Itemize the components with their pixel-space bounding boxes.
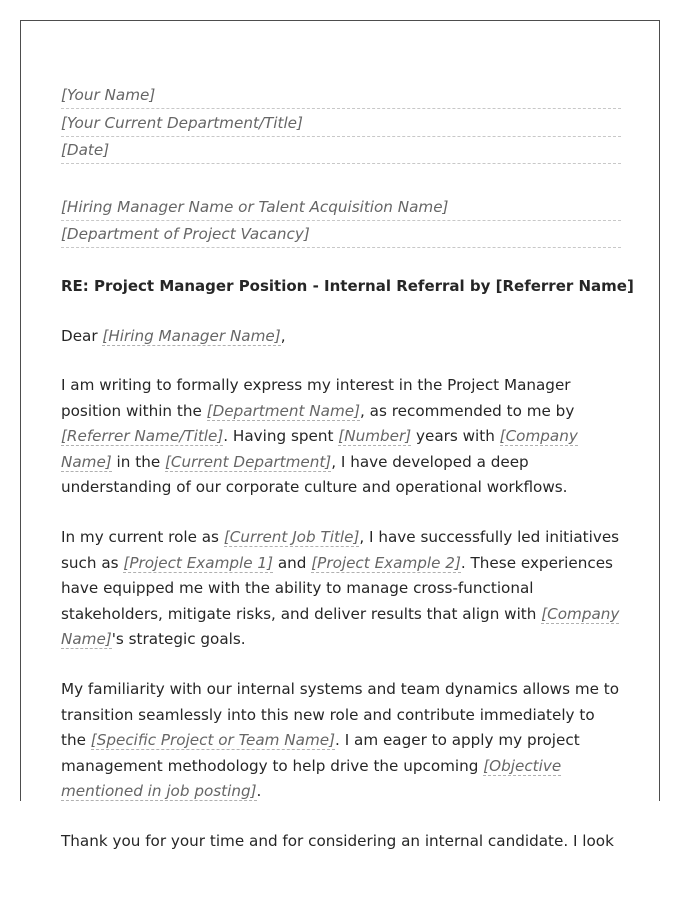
paragraph-text: , I have successfully led initiatives such as <box>61 527 620 572</box>
salutation-name-placeholder[interactable]: [Hiring Manager Name] <box>102 327 281 345</box>
paragraph-text: . These experiences have equipped me with the ability to manage cross-functional stakeholders, mitigate risks, and deliver results that align with <box>61 553 613 623</box>
company-name-placeholder[interactable]: [Company Name] <box>61 604 620 649</box>
paragraph-text: , as recommended to me by <box>360 401 575 420</box>
recipient-name-field[interactable]: [Hiring Manager Name or Talent Acquisition Name] <box>61 195 621 221</box>
objective-placeholder[interactable]: [Objective mentioned in job posting] <box>61 756 562 801</box>
project-example-2-placeholder[interactable]: [Project Example 2] <box>311 553 461 572</box>
paragraph-text: In my current role as <box>61 527 224 546</box>
body-paragraph-1 <box>61 373 621 501</box>
recipient-department-field[interactable]: [Department of Project Vacancy] <box>61 222 621 248</box>
subject-line: RE: Project Manager Position - Internal Referral by [Referrer Name] <box>61 277 634 295</box>
body-paragraph-2 <box>61 525 621 653</box>
company-name-placeholder[interactable]: [Company Name] <box>61 427 578 471</box>
department-name-placeholder[interactable]: [Department Name] <box>206 401 361 420</box>
sender-name-field[interactable]: [Your Name] <box>61 83 621 109</box>
specific-project-placeholder[interactable]: [Specific Project or Team Name] <box>90 731 336 750</box>
salutation <box>61 323 621 349</box>
paragraph-text: and <box>273 553 312 572</box>
sender-department-field[interactable]: [Your Current Department/Title] <box>61 111 621 137</box>
current-job-title-placeholder[interactable]: [Current Job Title] <box>223 527 360 546</box>
salutation-prefix: Dear <box>61 327 103 345</box>
letter-page <box>20 20 660 850</box>
recipient-block <box>61 195 621 249</box>
body-paragraph-3 <box>61 677 621 805</box>
date-field[interactable]: [Date] <box>61 138 621 164</box>
current-department-placeholder[interactable]: [Current Department] <box>165 452 332 471</box>
salutation-suffix: , <box>280 327 286 345</box>
referrer-name-placeholder[interactable]: [Referrer Name/Title] <box>61 427 224 446</box>
paragraph-text: I am writing to formally express my interest in the Project Manager position within the <box>61 376 571 420</box>
sender-block <box>61 83 621 164</box>
paragraph-text: . <box>256 782 262 801</box>
paragraph-text: years with <box>411 427 500 446</box>
paragraph-text: 's strategic goals. <box>111 630 246 649</box>
paragraph-text: . I am eager to apply my project management methodology to help drive the upcoming <box>61 731 580 775</box>
paragraph-text: in the <box>111 452 165 471</box>
paragraph-text: My familiarity with our internal systems and team dynamics allows me to transition seamlessly into this new role and contribute immediately to the <box>61 679 620 750</box>
number-placeholder[interactable]: [Number] <box>338 427 412 446</box>
project-example-1-placeholder[interactable]: [Project Example 1] <box>123 553 274 572</box>
paragraph-text: Thank you for your time and for considering an internal candidate. I look <box>61 831 614 850</box>
paragraph-text: , I have developed a deep understanding of our corporate culture and operational workflows. <box>61 452 568 497</box>
body-paragraph-4 <box>61 829 621 855</box>
paragraph-text: . Having spent <box>223 427 339 446</box>
letter-content <box>61 83 634 855</box>
